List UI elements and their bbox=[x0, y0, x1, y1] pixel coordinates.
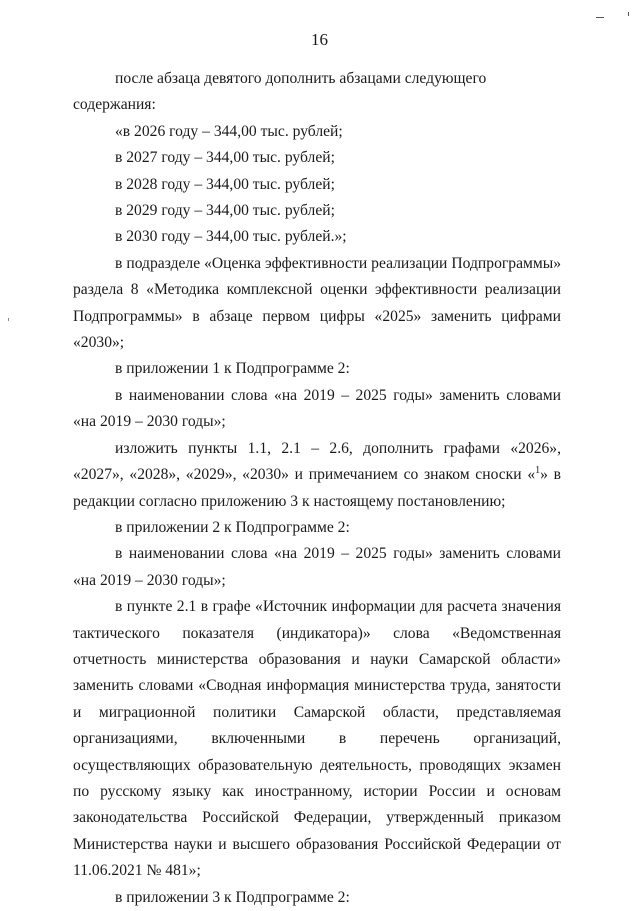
paragraph: в приложении 1 к Подпрограмме 2: bbox=[115, 360, 350, 378]
scan-mark-top-right-dot bbox=[628, 12, 629, 16]
paragraph: в наименовании слова «на 2019 – 2025 годы» заменить словами «на 2019 – 2030 годы»; bbox=[73, 545, 561, 589]
scan-mark-top-right bbox=[596, 17, 604, 18]
paragraph: в пункте 2.1 в графе «Источник информации для расчета значения тактического показателя (индикатора)» слова «Ведомственная отчетность министерства образования и науки Самарской области» заменить словами «Сводная информация министерства труда, занятости и миграционной политики Самарской области, представляемая организациями, включенными в перечень организаций, осуществляющих образовательную деятельность, проводящих экзамен по русскому языку как иностранному, истории России и основам законодательства Российской Федерации, утвержденный приказом Министерства науки и высшего образования Российской Федерации от 11.06.2021 № 481»; bbox=[73, 598, 561, 880]
paragraph: в приложении 2 к Подпрограмме 2: bbox=[115, 518, 350, 536]
paragraph: в 2028 году – 344,00 тыс. рублей; bbox=[115, 175, 335, 193]
paragraph: «в 2026 году – 344,00 тыс. рублей; bbox=[115, 122, 343, 140]
paragraph: в приложении 3 к Подпрограмме 2: bbox=[115, 888, 350, 906]
paragraph-text-continued: » в редакции согласно приложению 3 к настоящему постановлению; bbox=[73, 466, 561, 510]
paragraph-with-footnote bbox=[73, 436, 561, 515]
page-number: 16 bbox=[311, 30, 328, 49]
paragraph: в 2029 году – 344,00 тыс. рублей; bbox=[115, 202, 335, 220]
document-body bbox=[73, 66, 561, 911]
paragraph: в 2027 году – 344,00 тыс. рублей; bbox=[115, 149, 335, 167]
paragraph-text: изложить пункты 1.1, 2.1 – 2.6, дополнить графами «2026», «2027», «2028», «2029», «2030» и примечанием со знаком сноски « bbox=[73, 439, 561, 484]
paragraph: в подразделе «Оценка эффективности реализации Подпрограммы» раздела 8 «Методика комплексной оценки эффективности реализации Подпрограммы» в абзаце первом цифры «2025» заменить цифрами «2030»; bbox=[73, 254, 561, 352]
footnote-mark: 1 bbox=[535, 465, 541, 477]
scan-mark-left-dot bbox=[8, 318, 9, 321]
paragraph: в 2030 году – 344,00 тыс. рублей.»; bbox=[115, 228, 347, 246]
paragraph: в наименовании слова «на 2019 – 2025 годы» заменить словами «на 2019 – 2030 годы»; bbox=[73, 386, 561, 431]
paragraph: после абзаца девятого дополнить абзацами следующего содержания: bbox=[73, 70, 487, 114]
